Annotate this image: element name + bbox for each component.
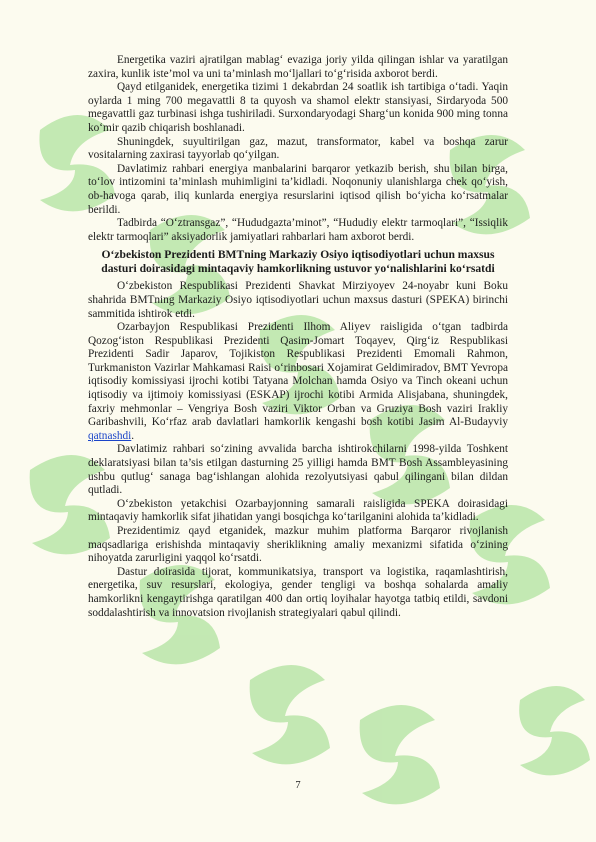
page-number: 7 bbox=[295, 780, 301, 791]
paragraph: O‘zbekiston Respublikasi Prezidenti Shavkat Mirziyoyev 24-noyabr kuni Boku shahrida BMTning Markaziy Osiyo iqtisodiyotlari uchun maxsus dasturi (SPEKA) birinchi sammitida ishtirok etdi. bbox=[88, 280, 508, 320]
paragraph: Davlatimiz rahbari energiya manbalarini barqaror yetkazib berish, shu bilan birga, to‘lov intizomini ta’minlash muhimligini ta’kidladi. Noqonuniy ulanishlarga chek qo‘yish, ob-havoga qarab, iliq kunlarda energiya resurslarini iqtisod qilish bo‘yicha ko‘rsatmalar berildi. bbox=[88, 162, 508, 216]
watermark-s-glyph bbox=[519, 686, 590, 775]
paragraph: O‘zbekiston yetakchisi Ozarbayjonning samarali raisligida SPEKA doirasidagi mintaqaviy hamkorlik sifat jihatidan yangi bosqichga ko‘tarilganini alohida ta’kidladi. bbox=[88, 497, 508, 524]
paragraph-text: Ozarbayjon Respublikasi Prezidenti Ilhom Aliyev raisligida o‘tgan tadbirda Qozog‘iston Respublikasi Prezidenti Qasim-Jomart Toqayev, Qirg‘iz Respublikasi Prezidenti Sadir Japarov, Tojikiston Respublikasi Prezidenti Emomali Rahmon, Turkmaniston Vazirlar Mahkamasi Raisi o‘rinbosari Xojamirat Geldimiradov, BMT Yevropa iqtisodiy komissiyasi ijrochi kotibi Tatyana Molchan hamda Osiyo va Tinch okeani uchun iqtisodiy va ijtimoiy komissiyasi (ESKAP) ijrochi kotibi Armida Alisjabana, shuningdek, faxriy mehmonlar – Vengriya Bosh vaziri Viktor Orban va Gruziya Bosh vaziri Irakliy Garibashvili, Ko‘rfaz arab davlatlari hamkorlik kengashi bosh kotibi Jasim Al-Budayviy bbox=[88, 321, 508, 429]
article-body bbox=[88, 54, 508, 620]
paragraph: Qayd etilganidek, energetika tizimi 1 dekabrdan 24 soatlik ish tartibiga o‘tadi. Yaqin oylarda 1 ming 700 megavattli 8 ta quyosh va shamol elektr stansiyasi, Sirdaryoda 500 megavattli gaz turbinasi ishga tushiriladi. Surxondaryodagi Sharg‘un konida 900 ming tonna ko‘mir qazib chiqarish boshlanadi. bbox=[88, 81, 508, 134]
paragraph: Tadbirda “O‘ztransgaz”, “Hududgazta’minot”, “Hududiy elektr tarmoqlari”, “Issiqlik elektr tarmoqlari” aksiyadorlik jamiyatlari rahbarlari ham axborot berdi. bbox=[88, 217, 508, 243]
qatnashdi-link[interactable]: qatnashdi bbox=[88, 429, 132, 442]
paragraph: Prezidentimiz qayd etganidek, mazkur muhim platforma Barqaror rivojlanish maqsadlariga erishishda mintaqaviy sheriklikning amaliy mexanizmi sifatida o‘zining nihoyatda zarurligini yaqqol ko‘rsatdi. bbox=[88, 525, 508, 565]
paragraph-end: . bbox=[131, 429, 135, 442]
section-heading: O‘zbekiston Prezidenti BMTning Markaziy Osiyo iqtisodiyotlari uchun maxsus dasturi doirasidagi mintaqaviy hamkorlikning ustuvor yo‘nalishlarini ko‘rsatdi bbox=[101, 248, 495, 276]
paragraph: Davlatimiz rahbari so‘zining avvalida barcha ishtirokchilarni 1998-yilda Toshkent deklaratsiyasi bilan ta’sis etilgan dasturning 25 yilligi hamda BMT Bosh Assambleyasining ushbu qutlug‘ sanaga bag‘ishlangan alohida rezolyutsiyasi qabul qilingani bilan dildan qutladi. bbox=[88, 443, 508, 497]
paragraph: Shuningdek, suyultirilgan gaz, mazut, transformator, kabel va boshqa zarur vositalarning zaxirasi tayyorlab qo‘yilgan. bbox=[88, 135, 508, 162]
paragraph: Dastur doirasida tijorat, kommunikatsiya, transport va logistika, raqamlashtirish, energetika, suv resurslari, ekologiya, gender tengligi va boshqa sohalarda amaliy hamkorlikni kengaytirishga qaratilgan 400 dan ortiq loyihalar hayotga tatbiq etildi, savdoni soddalashtirish va innovatsion rivojlanish strategiyalari qabul qilindi. bbox=[88, 565, 508, 619]
paragraph-with-link bbox=[88, 321, 508, 443]
watermark-s-glyph bbox=[250, 665, 330, 764]
paragraph: Energetika vaziri ajratilgan mablag‘ evaziga joriy yilda qilingan ishlar va yaratilgan zaxira, kunlik iste’mol va uni ta’minlash mo‘ljallari to‘g‘risida axborot berdi. bbox=[88, 54, 508, 80]
